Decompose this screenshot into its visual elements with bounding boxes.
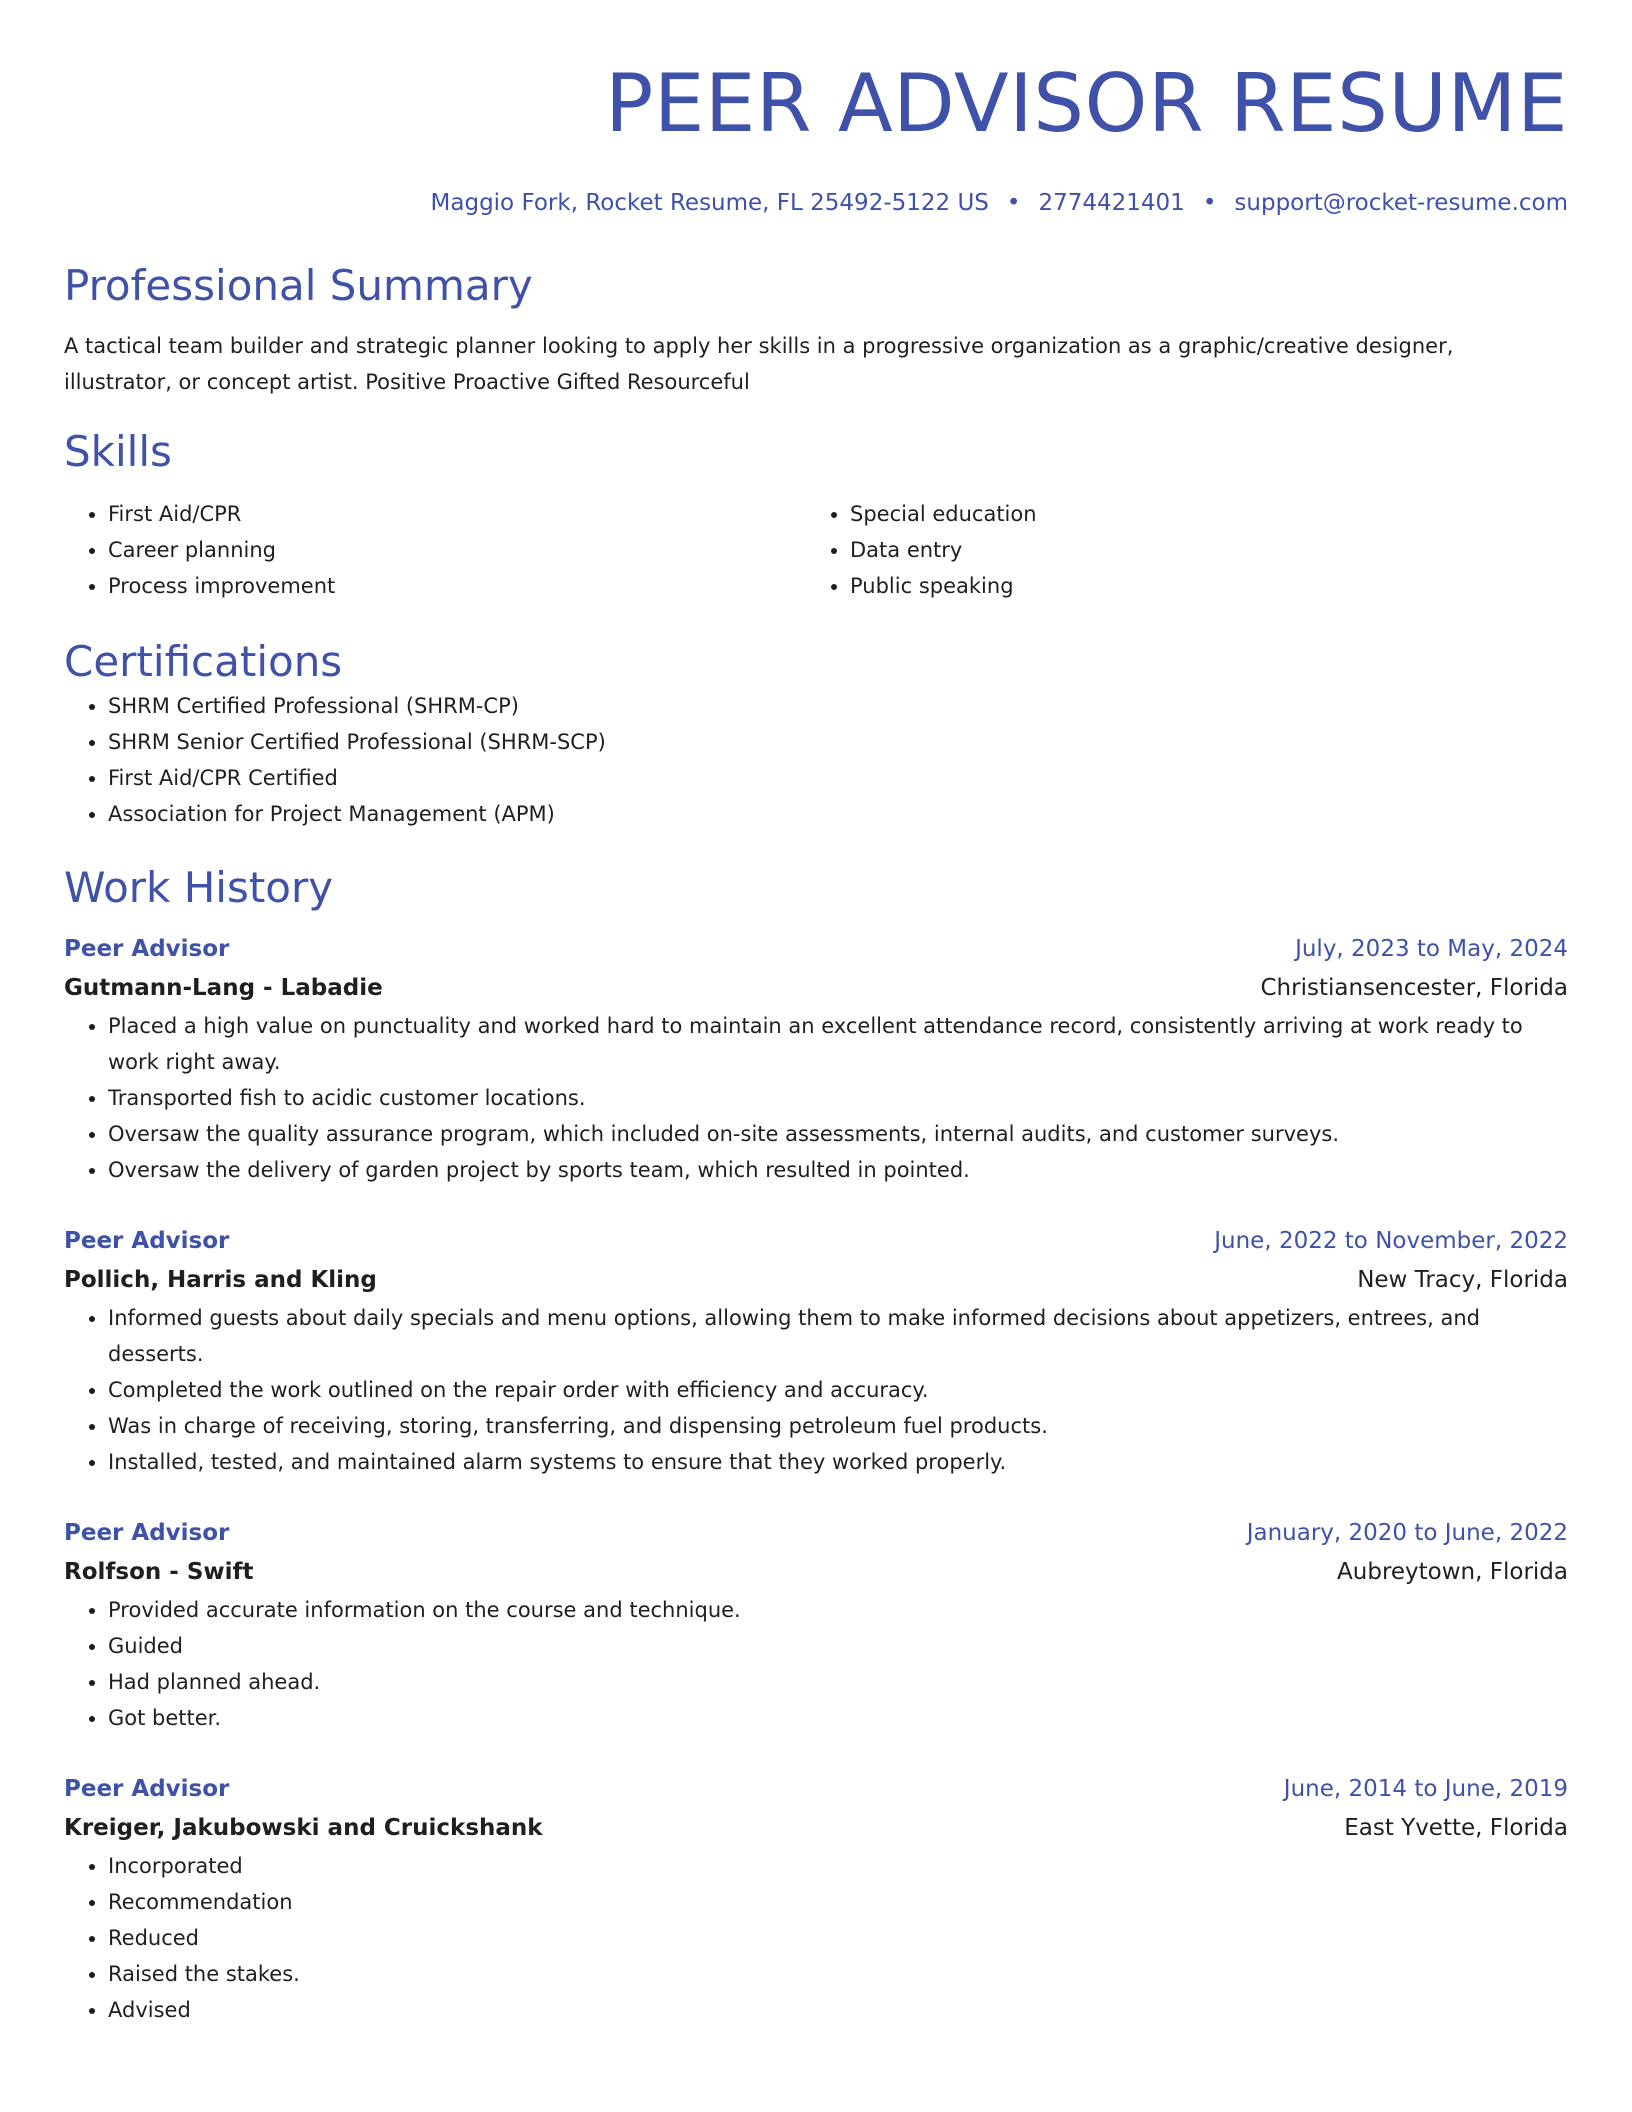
- job-company-row: [64, 1260, 1568, 1300]
- skill-item: • Special education: [850, 496, 1548, 532]
- job-entry: [64, 930, 1568, 1188]
- job-role-row: [64, 1514, 1568, 1552]
- job-bullet: • Was in charge of receiving, storing, transferring, and dispensing petroleum fuel products.: [108, 1408, 1568, 1444]
- job-bullet: • Installed, tested, and maintained alarm systems to ensure that they worked properly.: [108, 1444, 1568, 1480]
- job-role: Peer Advisor: [64, 1228, 230, 1254]
- job-dates: July, 2023 to May, 2024: [1295, 936, 1568, 962]
- skills-list-right: [806, 496, 1548, 604]
- job-bullet: • Oversaw the delivery of garden project by sports team, which resulted in pointed.: [108, 1152, 1568, 1188]
- job-location: New Tracy, Florida: [1357, 1267, 1568, 1293]
- summary-heading: Professional Summary: [64, 261, 533, 310]
- skills-grid: [64, 496, 1568, 604]
- contact-phone: 2774421401: [1038, 190, 1185, 216]
- job-entry: [64, 1222, 1568, 1480]
- resume-title: PEER ADVISOR RESUME: [605, 57, 1568, 150]
- contact-address: Maggio Fork, Rocket Resume, FL 25492-5122 US: [430, 190, 989, 216]
- job-entry: [64, 1514, 1568, 1736]
- skills-column-left: [64, 496, 806, 604]
- job-location: East Yvette, Florida: [1344, 1815, 1568, 1841]
- skill-item: • Career planning: [108, 532, 806, 568]
- job-bullet: • Had planned ahead.: [108, 1664, 1568, 1700]
- contact-line: [64, 188, 1568, 218]
- job-dates: June, 2022 to November, 2022: [1214, 1228, 1568, 1254]
- certification-item: • SHRM Certified Professional (SHRM-CP): [108, 688, 1568, 724]
- skills-list-left: [64, 496, 806, 604]
- certification-item: • Association for Project Management (APM): [108, 796, 1568, 832]
- job-bullets: [64, 1848, 1568, 2028]
- job-bullets: [64, 1592, 1568, 1736]
- certifications-heading: Certifications: [64, 637, 343, 686]
- skills-heading: Skills: [64, 427, 172, 476]
- job-bullet: • Oversaw the quality assurance program, which included on-site assessments, internal audits, and customer surveys.: [108, 1116, 1568, 1152]
- job-bullet: • Raised the stakes.: [108, 1956, 1568, 1992]
- job-company: Rolfson - Swift: [64, 1559, 254, 1585]
- job-bullets: [64, 1008, 1568, 1188]
- certifications-list: [64, 688, 1568, 832]
- skill-item: • Data entry: [850, 532, 1548, 568]
- job-role-row: [64, 1222, 1568, 1260]
- job-bullet: • Informed guests about daily specials and menu options, allowing them to make informed decisions about appetizers, entrees, and desserts.: [108, 1300, 1568, 1372]
- job-bullet: • Guided: [108, 1628, 1568, 1664]
- job-bullet: • Placed a high value on punctuality and worked hard to maintain an excellent attendance record, consistently arriving at work ready to work right away.: [108, 1008, 1568, 1080]
- job-dates: January, 2020 to June, 2022: [1246, 1520, 1568, 1546]
- job-location: Christiansencester, Florida: [1260, 975, 1568, 1001]
- skill-item: • Public speaking: [850, 568, 1548, 604]
- contact-separator: •: [1006, 190, 1021, 216]
- job-role: Peer Advisor: [64, 1520, 230, 1546]
- summary-text: A tactical team builder and strategic planner looking to apply her skills in a progressive organization as a graphic/creative designer, illustrator, or concept artist. Positive Proactive Gifted Resourceful: [64, 334, 1454, 394]
- job-role: Peer Advisor: [64, 1776, 230, 1802]
- job-bullet: • Advised: [108, 1992, 1568, 2028]
- job-company-row: [64, 968, 1568, 1008]
- job-entry: [64, 1770, 1568, 2028]
- job-bullets: [64, 1300, 1568, 1480]
- skill-item: • Process improvement: [108, 568, 806, 604]
- job-bullet: • Provided accurate information on the course and technique.: [108, 1592, 1568, 1628]
- certification-item: • First Aid/CPR Certified: [108, 760, 1568, 796]
- job-bullet: • Completed the work outlined on the repair order with efficiency and accuracy.: [108, 1372, 1568, 1408]
- skill-item: • First Aid/CPR: [108, 496, 806, 532]
- job-company: Gutmann-Lang - Labadie: [64, 975, 383, 1001]
- job-role: Peer Advisor: [64, 936, 230, 962]
- job-bullet: • Transported fish to acidic customer locations.: [108, 1080, 1568, 1116]
- job-company-row: [64, 1808, 1568, 1848]
- certification-item: • SHRM Senior Certified Professional (SHRM-SCP): [108, 724, 1568, 760]
- job-company: Kreiger, Jakubowski and Cruickshank: [64, 1815, 543, 1841]
- job-dates: June, 2014 to June, 2019: [1283, 1776, 1568, 1802]
- job-company: Pollich, Harris and Kling: [64, 1267, 377, 1293]
- job-role-row: [64, 930, 1568, 968]
- skills-column-right: [806, 496, 1548, 604]
- resume-page: [64, 0, 1568, 2028]
- contact-email: support@rocket-resume.com: [1234, 190, 1568, 216]
- job-bullet: • Recommendation: [108, 1884, 1568, 1920]
- work-history-heading: Work History: [64, 863, 334, 912]
- job-bullet: • Got better.: [108, 1700, 1568, 1736]
- job-bullet: • Reduced: [108, 1920, 1568, 1956]
- job-company-row: [64, 1552, 1568, 1592]
- job-bullet: • Incorporated: [108, 1848, 1568, 1884]
- job-role-row: [64, 1770, 1568, 1808]
- job-location: Aubreytown, Florida: [1337, 1559, 1568, 1585]
- contact-separator: •: [1202, 190, 1217, 216]
